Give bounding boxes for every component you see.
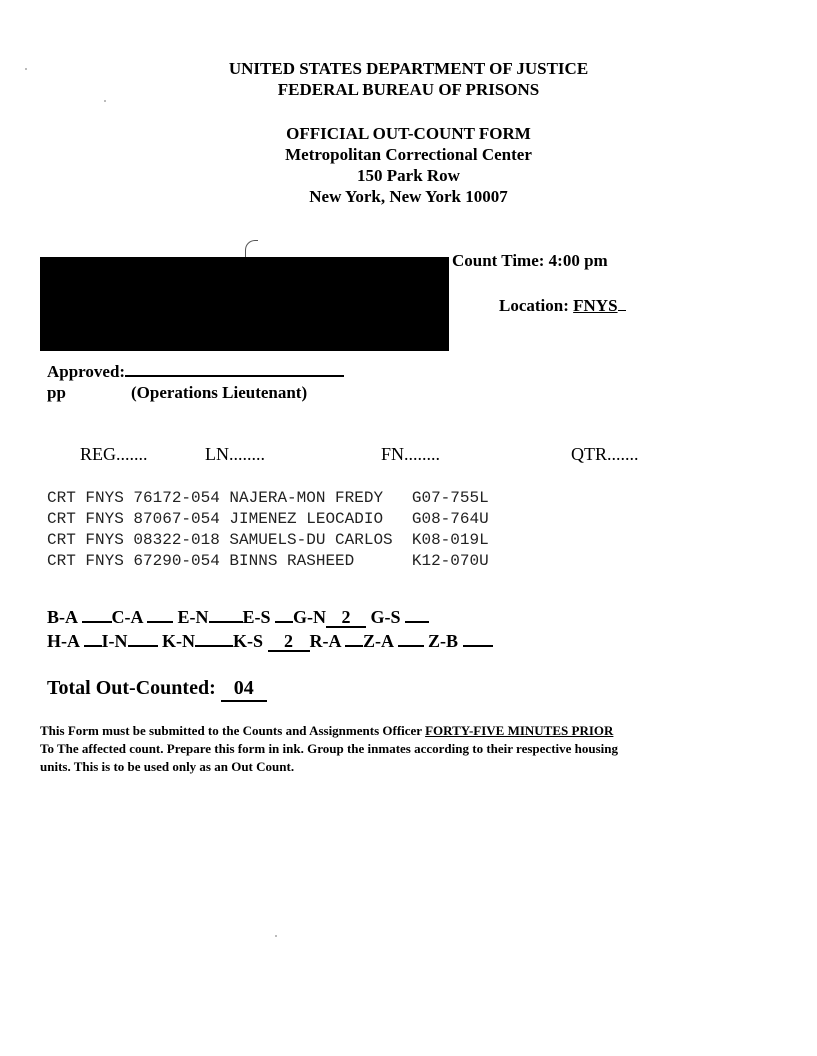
- unit-b-a-blank: [82, 604, 112, 623]
- approved-label: Approved:: [47, 362, 126, 381]
- unit-h-a-blank: [84, 628, 102, 647]
- form-title: OFFICIAL OUT-COUNT FORM: [286, 124, 531, 143]
- count-time: Count Time: 4:00 pm: [452, 251, 608, 270]
- unit-b-a: B-A: [47, 607, 78, 627]
- submission-notice: [40, 722, 780, 776]
- notice-deadline: FORTY-FIVE MINUTES PRIOR: [425, 723, 614, 738]
- inmate-row: CRT FNYS 87067-054 JIMENEZ LEOCADIO G08-764U: [47, 510, 489, 528]
- total-value: 04: [221, 677, 267, 702]
- column-header-fn: FN........: [381, 444, 441, 464]
- unit-g-n: G-N: [293, 607, 327, 627]
- approved-signature-blank: [125, 361, 344, 377]
- unit-codes-row-2: [47, 628, 493, 652]
- unit-z-b: Z-B: [428, 631, 459, 651]
- column-header-reg: REG.......: [80, 444, 148, 464]
- unit-h-a: H-A: [47, 631, 80, 651]
- inmate-row: CRT FNYS 67290-054 BINNS RASHEED K12-070U: [47, 552, 489, 570]
- location-value: FNYS: [573, 296, 618, 315]
- unit-g-n-value: 2: [326, 609, 366, 628]
- form-heading: [0, 123, 817, 207]
- unit-i-n-blank: [128, 628, 158, 647]
- unit-e-n-blank: [209, 604, 243, 623]
- unit-g-s-blank: [405, 604, 429, 623]
- unit-k-s: K-S: [233, 631, 264, 651]
- redaction-block: [40, 257, 449, 351]
- location: [499, 296, 626, 316]
- scan-speck: [275, 935, 277, 937]
- column-header-ln: LN........: [205, 444, 265, 464]
- operations-lieutenant-label: (Operations Lieutenant): [131, 383, 308, 402]
- facility-street: 150 Park Row: [357, 166, 460, 185]
- scan-speck: [104, 100, 106, 102]
- facility-city: New York, New York 10007: [309, 187, 508, 206]
- unit-z-b-blank: [463, 628, 493, 647]
- unit-z-a-blank: [398, 628, 424, 647]
- notice-line-3: units. This is to be used only as an Out Count.: [40, 759, 295, 774]
- notice-line-1: [40, 722, 780, 740]
- unit-i-n: I-N: [101, 631, 128, 651]
- unit-k-n-blank: [195, 628, 233, 647]
- column-header-qtr: QTR.......: [571, 444, 639, 464]
- unit-r-a: R-A: [309, 631, 341, 651]
- agency-header: [0, 58, 817, 100]
- facility-name: Metropolitan Correctional Center: [285, 145, 532, 164]
- location-label: Location:: [499, 296, 574, 315]
- unit-g-s: G-S: [370, 607, 401, 627]
- unit-c-a-blank: [147, 604, 173, 623]
- inmate-row: CRT FNYS 76172-054 NAJERA-MON FREDY G07-755L: [47, 489, 489, 507]
- notice-line-1-text: This Form must be submitted to the Counts and Assignments Officer: [40, 723, 426, 738]
- unit-e-s: E-S: [242, 607, 271, 627]
- scan-speck: [25, 68, 27, 70]
- unit-r-a-blank: [345, 628, 363, 647]
- unit-c-a: C-A: [111, 607, 143, 627]
- unit-k-n: K-N: [162, 631, 196, 651]
- agency-line-1: UNITED STATES DEPARTMENT OF JUSTICE: [228, 59, 589, 78]
- unit-k-s-value: 2: [268, 633, 310, 652]
- inmate-list: [47, 488, 489, 572]
- unit-e-s-blank: [275, 604, 293, 623]
- approved-line: [47, 361, 344, 382]
- pp-label: pp: [47, 383, 66, 402]
- notice-line-2: To The affected count. Prepare this form in ink. Group the inmates according to their respective housing: [40, 741, 619, 756]
- unit-codes-row-1: [47, 604, 429, 628]
- total-out-counted: [47, 677, 267, 702]
- agency-line-2: FEDERAL BUREAU OF PRISONS: [277, 80, 540, 99]
- location-underline: [618, 296, 626, 311]
- unit-e-n: E-N: [177, 607, 209, 627]
- total-label: Total Out-Counted:: [47, 677, 221, 699]
- unit-z-a: Z-A: [363, 631, 394, 651]
- inmate-row: CRT FNYS 08322-018 SAMUELS-DU CARLOS K08-019L: [47, 531, 489, 549]
